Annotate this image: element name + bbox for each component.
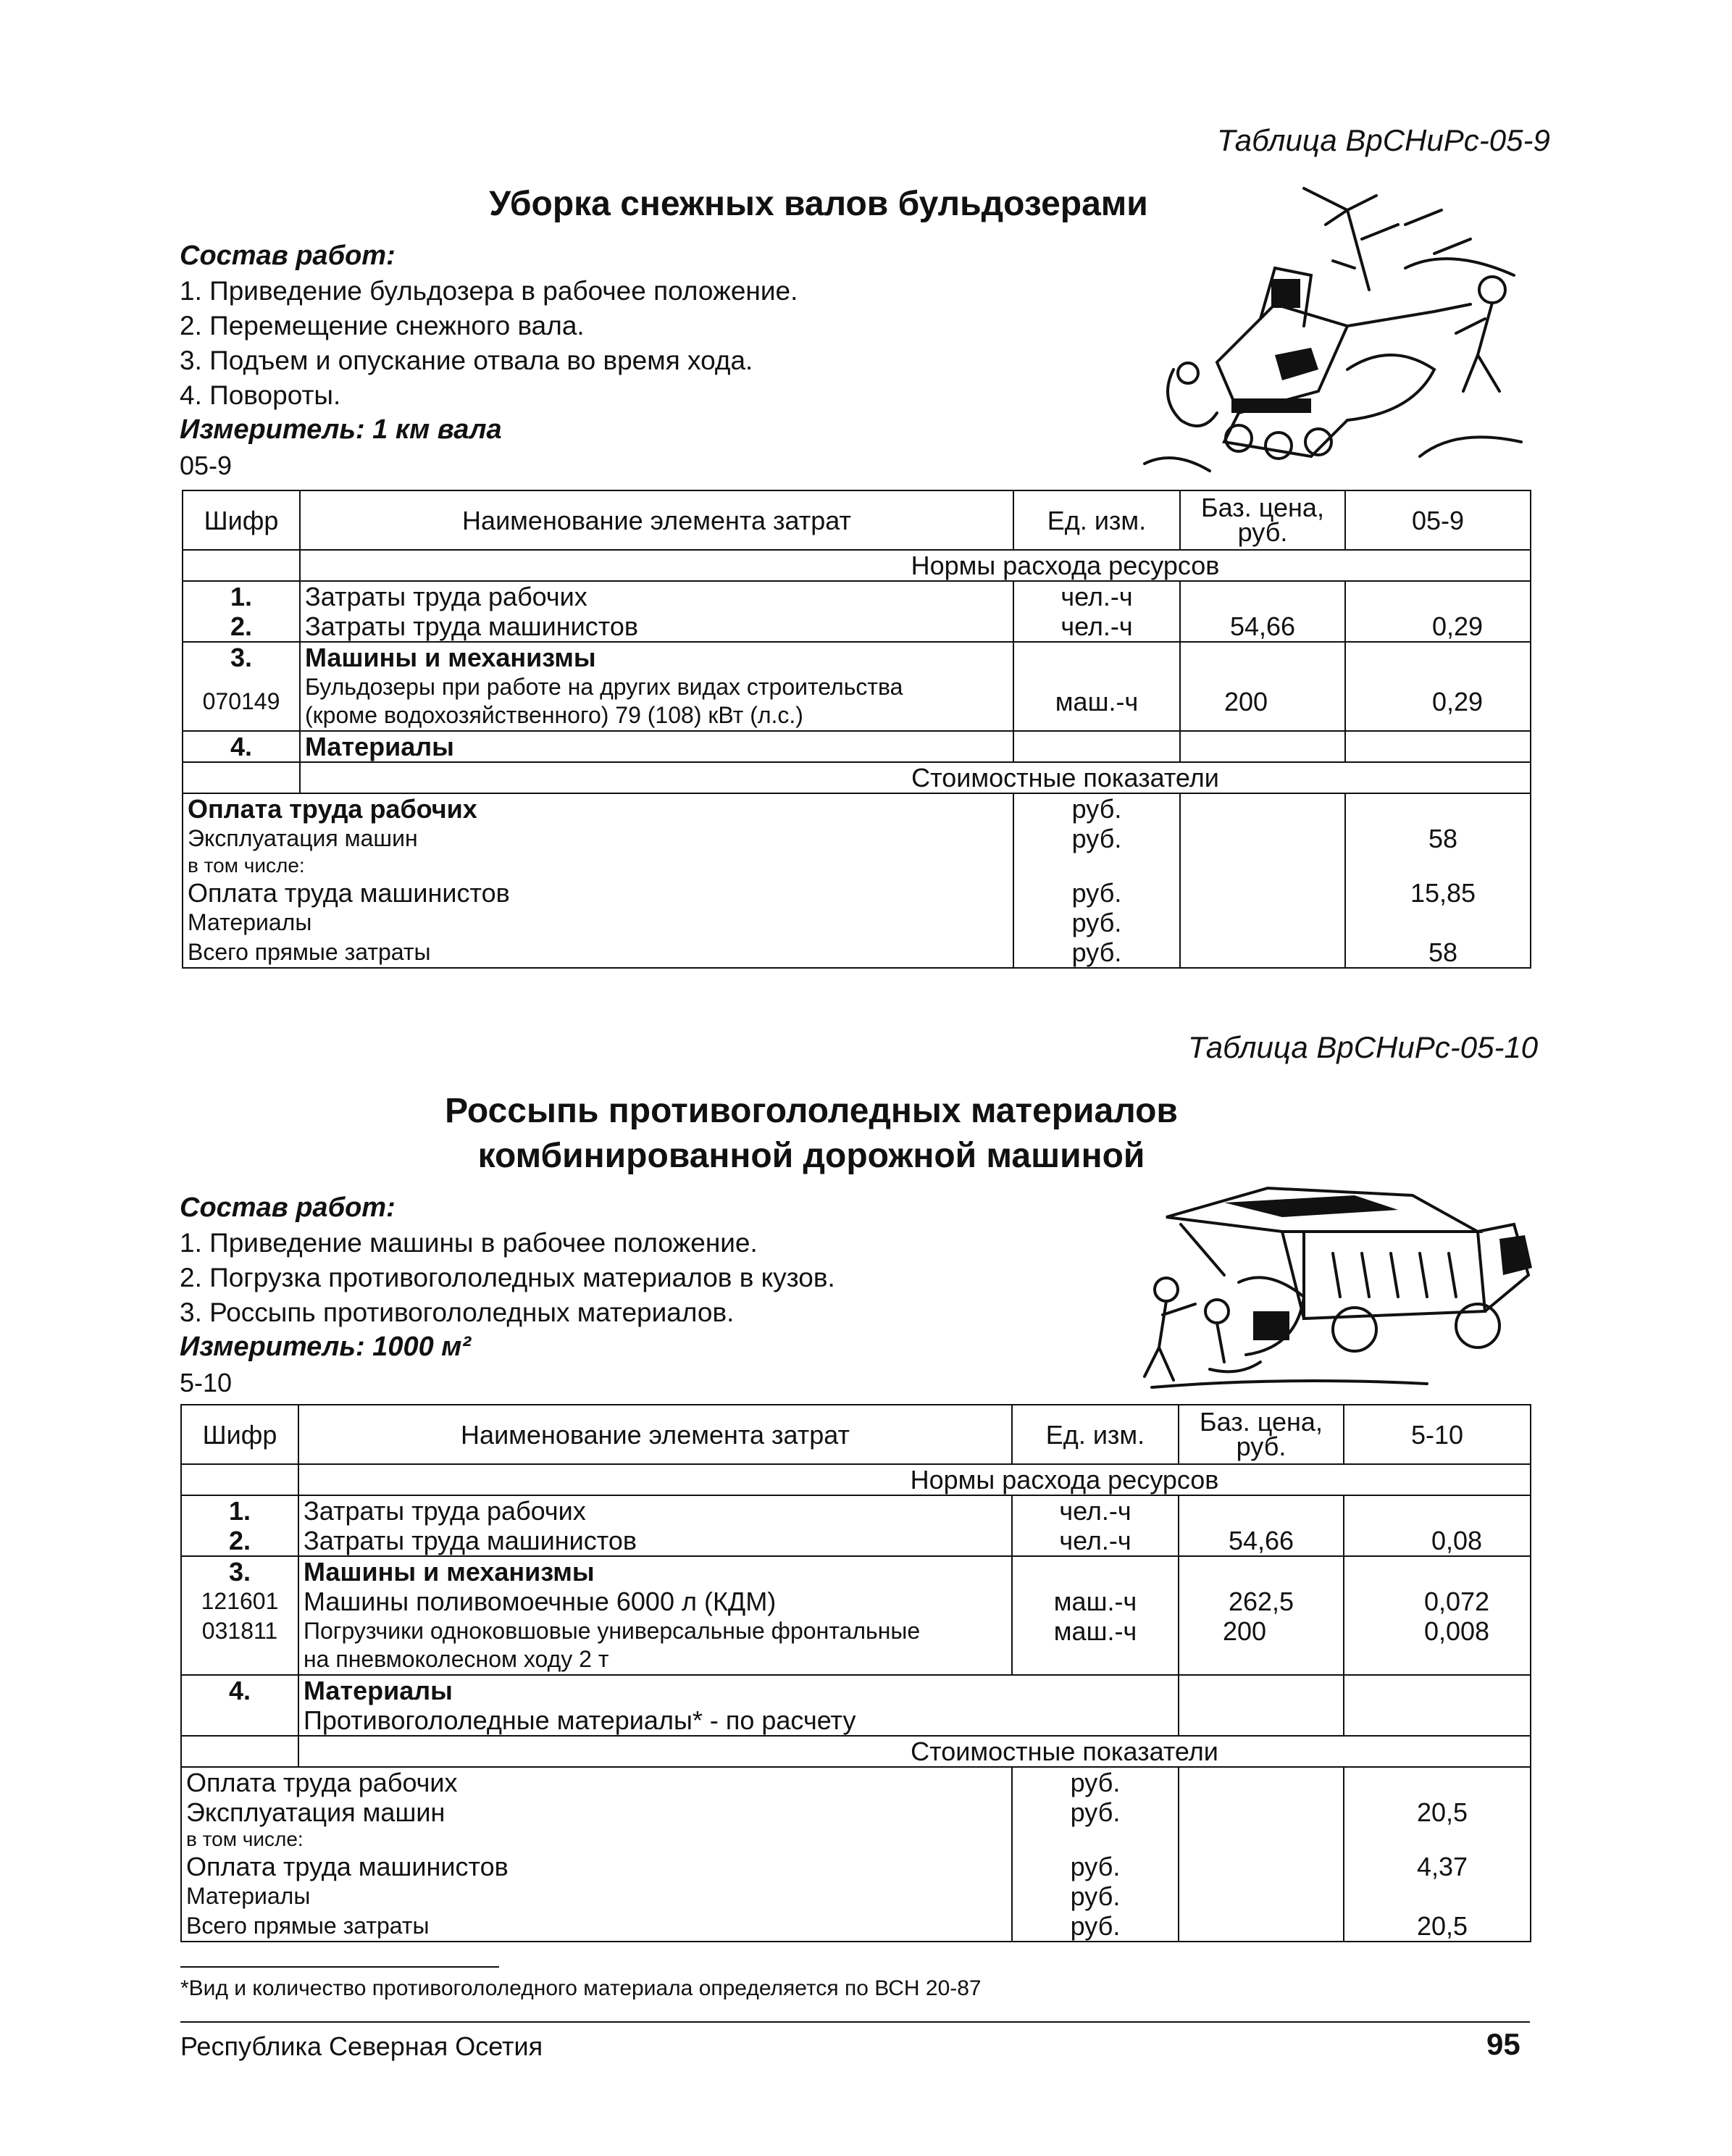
road-machine-illustration: [1137, 1174, 1543, 1391]
page-number: 95: [1486, 2027, 1520, 2061]
composition-item: 2. Перемещение снежного вала.: [180, 311, 585, 340]
measure-unit: Измеритель: 1000 м²: [180, 1332, 472, 1362]
table-row: 2. Затраты труда машинистов чел.-ч 54,66 0,29: [183, 611, 1531, 642]
table-number: Таблица ВрСНиРс-05-10: [1188, 1030, 1539, 1064]
table-row: 3. Машины и механизмы: [181, 1556, 1531, 1587]
table-code: 05-9: [180, 451, 233, 480]
table-row: 031811 Погрузчики одноковшовые универсальные фронтальные на пневмоколесном ходу 2 т маш.-ч 200 0,008: [181, 1616, 1531, 1675]
composition-label: Состав работ:: [180, 1192, 396, 1223]
header-price: Баз. цена, руб.: [1179, 1405, 1344, 1464]
table-header: [181, 1405, 1531, 1464]
footnote: *Вид и количество противогололедного материала определяется по ВСН 20-87: [180, 1976, 982, 2000]
cost-row: Оплата труда машинистов руб. 15,85: [183, 878, 1531, 908]
header-cipher: Шифр: [183, 490, 300, 550]
header-name: Наименование элемента затрат: [298, 1405, 1012, 1464]
header-code: 5-10: [1344, 1405, 1531, 1464]
composition-label: Состав работ:: [180, 241, 396, 271]
cost-row: в том числе:: [181, 1827, 1531, 1852]
bulldozer-illustration: [1130, 181, 1536, 485]
cost-label: Стоимостные показатели: [298, 1736, 1531, 1767]
header-cipher: Шифр: [181, 1405, 298, 1464]
cost-row: Эксплуатация машин руб. 58: [183, 824, 1531, 853]
section-title: Россыпь противогололедных материалов: [445, 1092, 1178, 1130]
composition-item: 3. Подъем и опускание отвала во время хода.: [180, 346, 753, 375]
header-unit: Ед. изм.: [1013, 490, 1180, 550]
header-unit: Ед. изм.: [1012, 1405, 1179, 1464]
table-row: 4. Материалы: [183, 731, 1531, 762]
composition-item: 1. Приведение бульдозера в рабочее положение.: [180, 276, 798, 306]
table-row: 3. Машины и механизмы: [183, 642, 1531, 672]
cost-row: Материалы руб.: [181, 1881, 1531, 1911]
table-row: Противогололедные материалы* - по расчету: [181, 1705, 1531, 1736]
composition-item: 2. Погрузка противогололедных материалов в кузов.: [180, 1263, 835, 1292]
norms-label: Нормы расхода ресурсов: [300, 550, 1531, 581]
composition-item: 3. Россыпь противогололедных материалов.: [180, 1298, 735, 1327]
table-row: 4. Материалы: [181, 1675, 1531, 1705]
cost-row: Оплата труда рабочих руб.: [181, 1767, 1531, 1797]
composition-item: 4. Повороты.: [180, 380, 341, 410]
footer-divider: [180, 2021, 1530, 2023]
section-subtitle: комбинированной дорожной машиной: [477, 1137, 1145, 1175]
resource-table: [180, 1404, 1531, 1942]
table-header: [183, 490, 1531, 550]
footnote-divider: [180, 1966, 499, 1968]
table-row: 1. Затраты труда рабочих чел.-ч: [181, 1495, 1531, 1526]
measure-unit: Измеритель: 1 км вала: [180, 414, 502, 445]
norms-label: Нормы расхода ресурсов: [298, 1464, 1531, 1495]
header-price: Баз. цена, руб.: [1180, 490, 1345, 550]
footer-region: Республика Северная Осетия: [180, 2031, 543, 2061]
table-row: 1. Затраты труда рабочих чел.-ч: [183, 581, 1531, 611]
resource-table: [182, 490, 1531, 969]
cost-row: Всего прямые затраты руб. 58: [183, 937, 1531, 968]
cost-row: Всего прямые затраты руб. 20,5: [181, 1911, 1531, 1942]
table-number: Таблица ВрСНиРс-05-9: [1217, 123, 1550, 157]
section-title: Уборка снежных валов бульдозерами: [489, 185, 1148, 223]
table-row: 070149 Бульдозеры при работе на других видах строительства (кроме водохозяйственного) 79 (108) кВт (л.с.) маш.-ч 200 0,29: [183, 672, 1531, 731]
table-row: 121601 Машины поливомоечные 6000 л (КДМ) маш.-ч 262,5 0,072: [181, 1587, 1531, 1616]
cost-row: Оплата труда машинистов руб. 4,37: [181, 1852, 1531, 1881]
cost-row: Оплата труда рабочих руб.: [183, 793, 1531, 824]
table-row: 2. Затраты труда машинистов чел.-ч 54,66 0,08: [181, 1526, 1531, 1556]
table-code: 5-10: [180, 1368, 233, 1397]
header-name: Наименование элемента затрат: [300, 490, 1013, 550]
composition-item: 1. Приведение машины в рабочее положение.: [180, 1228, 758, 1258]
cost-row: в том числе:: [183, 853, 1531, 878]
cost-label: Стоимостные показатели: [300, 762, 1531, 793]
cost-row: Эксплуатация машин руб. 20,5: [181, 1797, 1531, 1827]
header-code: 05-9: [1345, 490, 1531, 550]
cost-row: Материалы руб.: [183, 908, 1531, 937]
